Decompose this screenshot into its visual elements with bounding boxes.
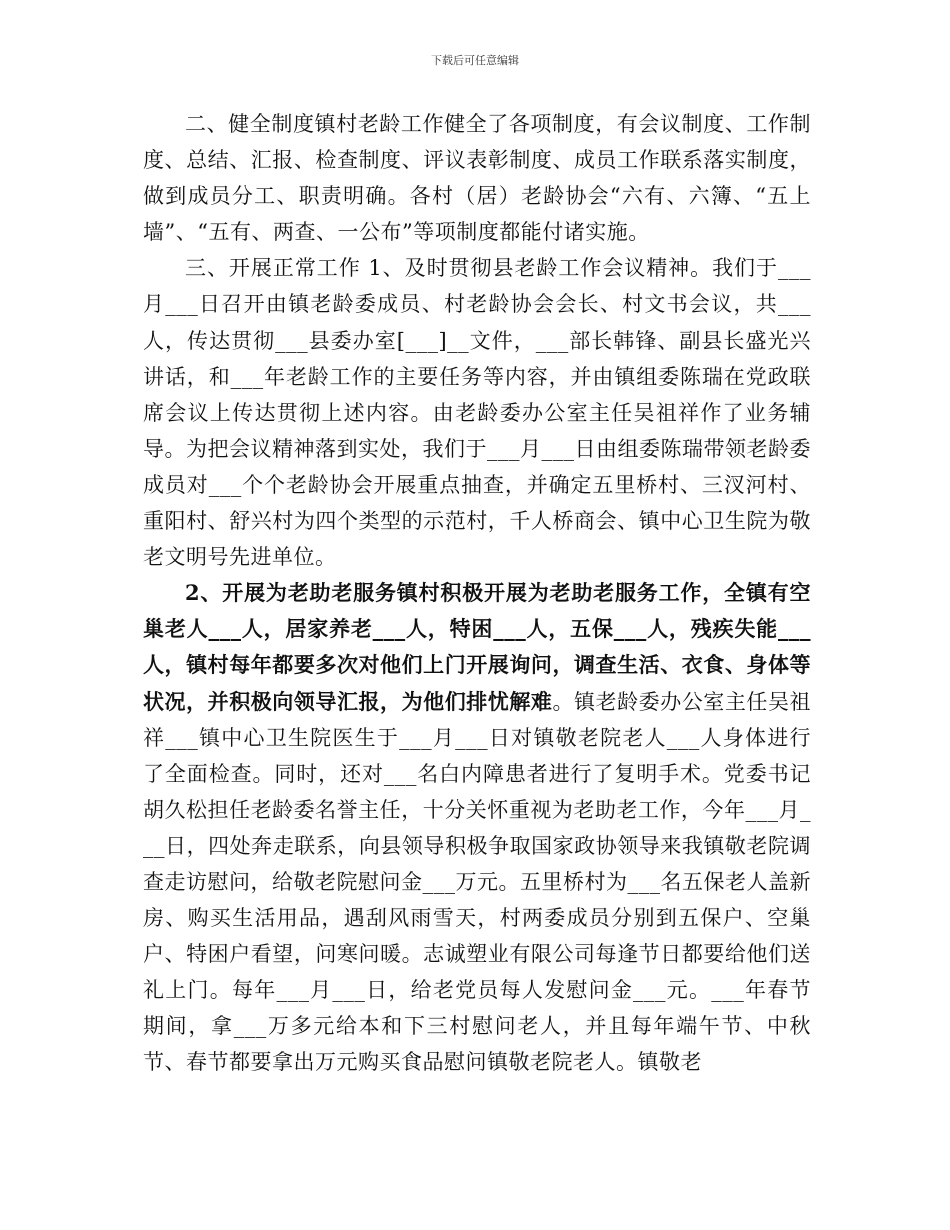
paragraph-elderly-services-rest: 。镇老龄委办公室主任吴祖祥___镇中心卫生院医生于___月___日对镇敬老院老人___人身体进行了全面检查。同时，还对___名白内障患者进行了复明手术。党委书记胡久松担任老龄委名誉主任，十分关怀重视为老助老工作，今年___月___日，四处奔走联系，向县领导积极争取国家政协领导来我镇敬老院调查走访慰问，给敬老院慰问金___万元。五里桥村为___名五保老人盖新房、购买生活用品，遇刮风雨雪天，村两委成员分别到五保户、空巢户、特困户看望，问寒问暖。志诚塑业有限公司每逢节日都要给他们送礼上门。每年___月___日，给老党员每人发慰问金___元。___年春节期间，拿___万多元给本和下三村慰问老人，并且每年端午节、中秋节、春节都要拿出万元购买食品慰问镇敬老院老人。镇敬老 [143, 689, 812, 1075]
paragraph-regular-work: 三、开展正常工作 1、及时贯彻县老龄工作会议精神。我们于___月___日召开由镇老龄委成员、村老龄协会会长、村文书会议，共___人，传达贯彻___县委办室[___]__文件，___部长韩锋、副县长盛光兴讲话，和___年老龄工作的主要任务等内容，并由镇组委陈瑞在党政联席会议上传达贯彻上述内容。由老龄委办公室主任吴祖祥作了业务辅导。为把会议精神落到实处，我们于___月___日由组委陈瑞带领老龄委成员对___个个老龄协会开展重点抽查，并确定五里桥村、三汊河村、重阳村、舒兴村为四个类型的示范村，千人桥商会、镇中心卫生院为敬老文明号先进单位。 [143, 256, 811, 570]
paragraph-system-building: 二、健全制度镇村老龄工作健全了各项制度，有会议制度、工作制度、总结、汇报、检查制度、评议表彰制度、成员工作联系落实制度，做到成员分工、职责明确。各村（居）老龄协会“六有、六簿、“五上墙”、“五有、两查、一公布”等项制度都能付诸实施。 [143, 112, 811, 245]
page-header-note: 下载后可任意编辑 [431, 54, 519, 67]
document-body [143, 106, 811, 1081]
paragraph-elderly-services [143, 575, 811, 1080]
paragraph-elderly-services-bold: 2、开展为老助老服务镇村积极开展为老助老服务工作，全镇有空巢老人___人，居家养老___人，特困___人，五保___人，残疾失能___人，镇村每年都要多次对他们上门开展询问，调查生活、衣食、身体等状况，并积极向领导汇报，为他们排忧解难 [143, 580, 811, 714]
